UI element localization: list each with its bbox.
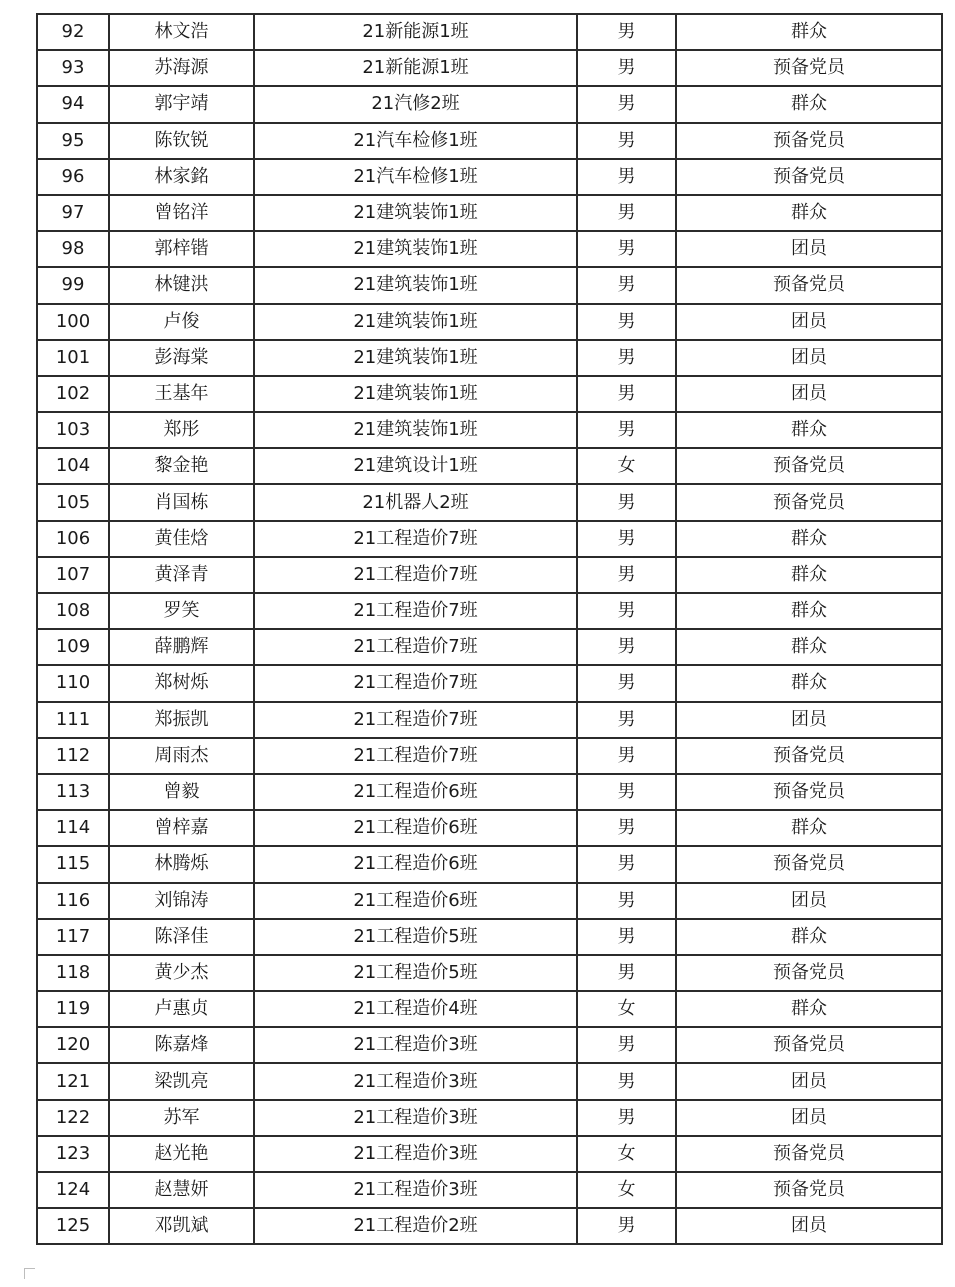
cell-political-status: 团员	[676, 883, 942, 919]
cell-name: 林键洪	[109, 267, 254, 303]
cell-political-status: 团员	[676, 376, 942, 412]
cell-number: 99	[37, 267, 109, 303]
cell-number: 104	[37, 448, 109, 484]
cell-political-status: 团员	[676, 304, 942, 340]
cell-gender: 男	[577, 86, 676, 122]
cell-number: 95	[37, 123, 109, 159]
cell-number: 108	[37, 593, 109, 629]
cell-class: 21工程造价6班	[254, 846, 577, 882]
cell-number: 114	[37, 810, 109, 846]
table-row	[37, 86, 942, 122]
table-row	[37, 1208, 942, 1244]
cell-class: 21工程造价7班	[254, 665, 577, 701]
cell-gender: 男	[577, 629, 676, 665]
cell-number: 118	[37, 955, 109, 991]
cell-number: 100	[37, 304, 109, 340]
cell-class: 21建筑装饰1班	[254, 267, 577, 303]
table-row	[37, 593, 942, 629]
cell-name: 郑振凯	[109, 702, 254, 738]
cell-name: 卢俊	[109, 304, 254, 340]
cell-gender: 男	[577, 665, 676, 701]
cell-political-status: 群众	[676, 86, 942, 122]
cell-political-status: 群众	[676, 629, 942, 665]
cell-political-status: 预备党员	[676, 1027, 942, 1063]
cell-name: 王基年	[109, 376, 254, 412]
cell-name: 周雨杰	[109, 738, 254, 774]
table-row	[37, 14, 942, 50]
cell-name: 刘锦涛	[109, 883, 254, 919]
cell-gender: 男	[577, 376, 676, 412]
cell-number: 101	[37, 340, 109, 376]
cell-name: 苏海源	[109, 50, 254, 86]
cell-name: 曾梓嘉	[109, 810, 254, 846]
cell-number: 116	[37, 883, 109, 919]
cell-political-status: 群众	[676, 557, 942, 593]
cell-gender: 男	[577, 883, 676, 919]
cell-political-status: 团员	[676, 702, 942, 738]
cell-gender: 男	[577, 702, 676, 738]
cell-class: 21工程造价5班	[254, 919, 577, 955]
cell-number: 107	[37, 557, 109, 593]
cell-political-status: 团员	[676, 1100, 942, 1136]
cell-gender: 男	[577, 195, 676, 231]
cell-name: 肖国栋	[109, 484, 254, 520]
cell-gender: 男	[577, 1063, 676, 1099]
cell-number: 97	[37, 195, 109, 231]
cell-gender: 男	[577, 267, 676, 303]
cell-number: 110	[37, 665, 109, 701]
cell-political-status: 预备党员	[676, 50, 942, 86]
cell-name: 苏军	[109, 1100, 254, 1136]
cell-class: 21工程造价3班	[254, 1136, 577, 1172]
table-row	[37, 448, 942, 484]
cell-political-status: 群众	[676, 919, 942, 955]
cell-name: 林家銘	[109, 159, 254, 195]
cell-name: 薛鹏辉	[109, 629, 254, 665]
cell-class: 21工程造价7班	[254, 521, 577, 557]
cell-name: 黄佳焓	[109, 521, 254, 557]
table-row	[37, 738, 942, 774]
cell-class: 21建筑装饰1班	[254, 376, 577, 412]
cell-number: 120	[37, 1027, 109, 1063]
cell-political-status: 群众	[676, 810, 942, 846]
cell-gender: 男	[577, 340, 676, 376]
cell-gender: 男	[577, 123, 676, 159]
cell-gender: 男	[577, 159, 676, 195]
cell-number: 113	[37, 774, 109, 810]
cell-political-status: 预备党员	[676, 846, 942, 882]
cell-class: 21工程造价3班	[254, 1063, 577, 1099]
cell-name: 黄泽青	[109, 557, 254, 593]
cell-name: 陈钦锐	[109, 123, 254, 159]
cell-political-status: 群众	[676, 14, 942, 50]
cell-name: 陈泽佳	[109, 919, 254, 955]
cell-name: 黄少杰	[109, 955, 254, 991]
cell-class: 21汽车检修1班	[254, 123, 577, 159]
cell-name: 邓凯斌	[109, 1208, 254, 1244]
cell-name: 陈嘉烽	[109, 1027, 254, 1063]
cell-number: 117	[37, 919, 109, 955]
cell-gender: 男	[577, 846, 676, 882]
table-row	[37, 231, 942, 267]
cell-name: 曾铭洋	[109, 195, 254, 231]
cell-gender: 女	[577, 991, 676, 1027]
cell-number: 94	[37, 86, 109, 122]
cell-gender: 男	[577, 1100, 676, 1136]
cell-class: 21工程造价6班	[254, 883, 577, 919]
cell-political-status: 团员	[676, 340, 942, 376]
table-row	[37, 883, 942, 919]
cell-class: 21工程造价5班	[254, 955, 577, 991]
cell-number: 119	[37, 991, 109, 1027]
cell-name: 郑彤	[109, 412, 254, 448]
cell-name: 曾毅	[109, 774, 254, 810]
cell-class: 21工程造价3班	[254, 1027, 577, 1063]
cell-class: 21工程造价6班	[254, 810, 577, 846]
roster-table	[36, 13, 943, 1245]
cell-gender: 男	[577, 50, 676, 86]
cell-class: 21工程造价3班	[254, 1172, 577, 1208]
cell-name: 郭宇靖	[109, 86, 254, 122]
cell-class: 21工程造价7班	[254, 702, 577, 738]
cell-class: 21建筑装饰1班	[254, 412, 577, 448]
cell-name: 卢惠贞	[109, 991, 254, 1027]
cell-number: 125	[37, 1208, 109, 1244]
cell-number: 123	[37, 1136, 109, 1172]
cell-number: 115	[37, 846, 109, 882]
cell-political-status: 预备党员	[676, 123, 942, 159]
table-row	[37, 810, 942, 846]
table-row	[37, 304, 942, 340]
cell-gender: 女	[577, 448, 676, 484]
cell-number: 124	[37, 1172, 109, 1208]
cell-class: 21工程造价6班	[254, 774, 577, 810]
cell-gender: 男	[577, 521, 676, 557]
cell-class: 21汽修2班	[254, 86, 577, 122]
table-row	[37, 412, 942, 448]
cell-name: 黎金艳	[109, 448, 254, 484]
cell-class: 21工程造价3班	[254, 1100, 577, 1136]
table-row	[37, 521, 942, 557]
table-row	[37, 159, 942, 195]
table-row	[37, 702, 942, 738]
cell-number: 111	[37, 702, 109, 738]
cell-number: 105	[37, 484, 109, 520]
cell-name: 林腾烁	[109, 846, 254, 882]
cell-number: 122	[37, 1100, 109, 1136]
cell-political-status: 群众	[676, 195, 942, 231]
cell-gender: 女	[577, 1172, 676, 1208]
table-row	[37, 1172, 942, 1208]
cell-political-status: 群众	[676, 991, 942, 1027]
cell-political-status: 预备党员	[676, 774, 942, 810]
cell-number: 112	[37, 738, 109, 774]
cell-gender: 男	[577, 774, 676, 810]
cell-number: 93	[37, 50, 109, 86]
cell-number: 102	[37, 376, 109, 412]
table-row	[37, 1100, 942, 1136]
cell-class: 21建筑装饰1班	[254, 340, 577, 376]
table-row	[37, 1063, 942, 1099]
cell-political-status: 预备党员	[676, 738, 942, 774]
cell-class: 21工程造价4班	[254, 991, 577, 1027]
cell-gender: 男	[577, 738, 676, 774]
cell-gender: 男	[577, 1208, 676, 1244]
cell-gender: 男	[577, 955, 676, 991]
cell-name: 郑树烁	[109, 665, 254, 701]
cell-political-status: 预备党员	[676, 1172, 942, 1208]
cell-name: 郭梓锴	[109, 231, 254, 267]
cell-class: 21工程造价7班	[254, 593, 577, 629]
cell-number: 121	[37, 1063, 109, 1099]
cell-number: 96	[37, 159, 109, 195]
cell-class: 21新能源1班	[254, 50, 577, 86]
cell-gender: 男	[577, 1027, 676, 1063]
cell-political-status: 群众	[676, 593, 942, 629]
cell-political-status: 预备党员	[676, 1136, 942, 1172]
cell-political-status: 预备党员	[676, 955, 942, 991]
cell-gender: 女	[577, 1136, 676, 1172]
cell-class: 21建筑装饰1班	[254, 231, 577, 267]
table-row	[37, 1136, 942, 1172]
cell-political-status: 群众	[676, 521, 942, 557]
cell-political-status: 预备党员	[676, 484, 942, 520]
cell-political-status: 预备党员	[676, 448, 942, 484]
table-row	[37, 629, 942, 665]
cell-class: 21机器人2班	[254, 484, 577, 520]
table-row	[37, 557, 942, 593]
table-row	[37, 195, 942, 231]
table-row	[37, 919, 942, 955]
cell-political-status: 团员	[676, 1208, 942, 1244]
cell-class: 21工程造价7班	[254, 557, 577, 593]
cell-name: 梁凯亮	[109, 1063, 254, 1099]
cell-gender: 男	[577, 593, 676, 629]
cell-name: 彭海棠	[109, 340, 254, 376]
cell-class: 21汽车检修1班	[254, 159, 577, 195]
roster-table-body	[37, 14, 942, 1244]
cell-class: 21工程造价7班	[254, 738, 577, 774]
cell-political-status: 团员	[676, 231, 942, 267]
cell-class: 21新能源1班	[254, 14, 577, 50]
cell-number: 98	[37, 231, 109, 267]
cell-class: 21建筑装饰1班	[254, 304, 577, 340]
cell-class: 21工程造价7班	[254, 629, 577, 665]
table-row	[37, 846, 942, 882]
cell-name: 罗笑	[109, 593, 254, 629]
cell-political-status: 群众	[676, 412, 942, 448]
cell-gender: 男	[577, 231, 676, 267]
cell-gender: 男	[577, 919, 676, 955]
cell-political-status: 预备党员	[676, 159, 942, 195]
table-row	[37, 50, 942, 86]
cell-political-status: 团员	[676, 1063, 942, 1099]
cell-number: 103	[37, 412, 109, 448]
cell-name: 赵慧妍	[109, 1172, 254, 1208]
table-row	[37, 955, 942, 991]
cell-political-status: 预备党员	[676, 267, 942, 303]
cell-gender: 男	[577, 412, 676, 448]
cell-name: 林文浩	[109, 14, 254, 50]
cell-gender: 男	[577, 810, 676, 846]
cell-number: 109	[37, 629, 109, 665]
cell-gender: 男	[577, 484, 676, 520]
cell-class: 21建筑设计1班	[254, 448, 577, 484]
table-row	[37, 1027, 942, 1063]
table-row	[37, 665, 942, 701]
table-row	[37, 376, 942, 412]
page-corner-mark	[24, 1268, 35, 1279]
cell-name: 赵光艳	[109, 1136, 254, 1172]
table-row	[37, 484, 942, 520]
cell-class: 21建筑装饰1班	[254, 195, 577, 231]
cell-number: 106	[37, 521, 109, 557]
table-row	[37, 340, 942, 376]
cell-gender: 男	[577, 557, 676, 593]
cell-class: 21工程造价2班	[254, 1208, 577, 1244]
table-row	[37, 267, 942, 303]
cell-gender: 男	[577, 14, 676, 50]
cell-political-status: 群众	[676, 665, 942, 701]
table-row	[37, 991, 942, 1027]
cell-gender: 男	[577, 304, 676, 340]
cell-number: 92	[37, 14, 109, 50]
table-row	[37, 123, 942, 159]
table-row	[37, 774, 942, 810]
